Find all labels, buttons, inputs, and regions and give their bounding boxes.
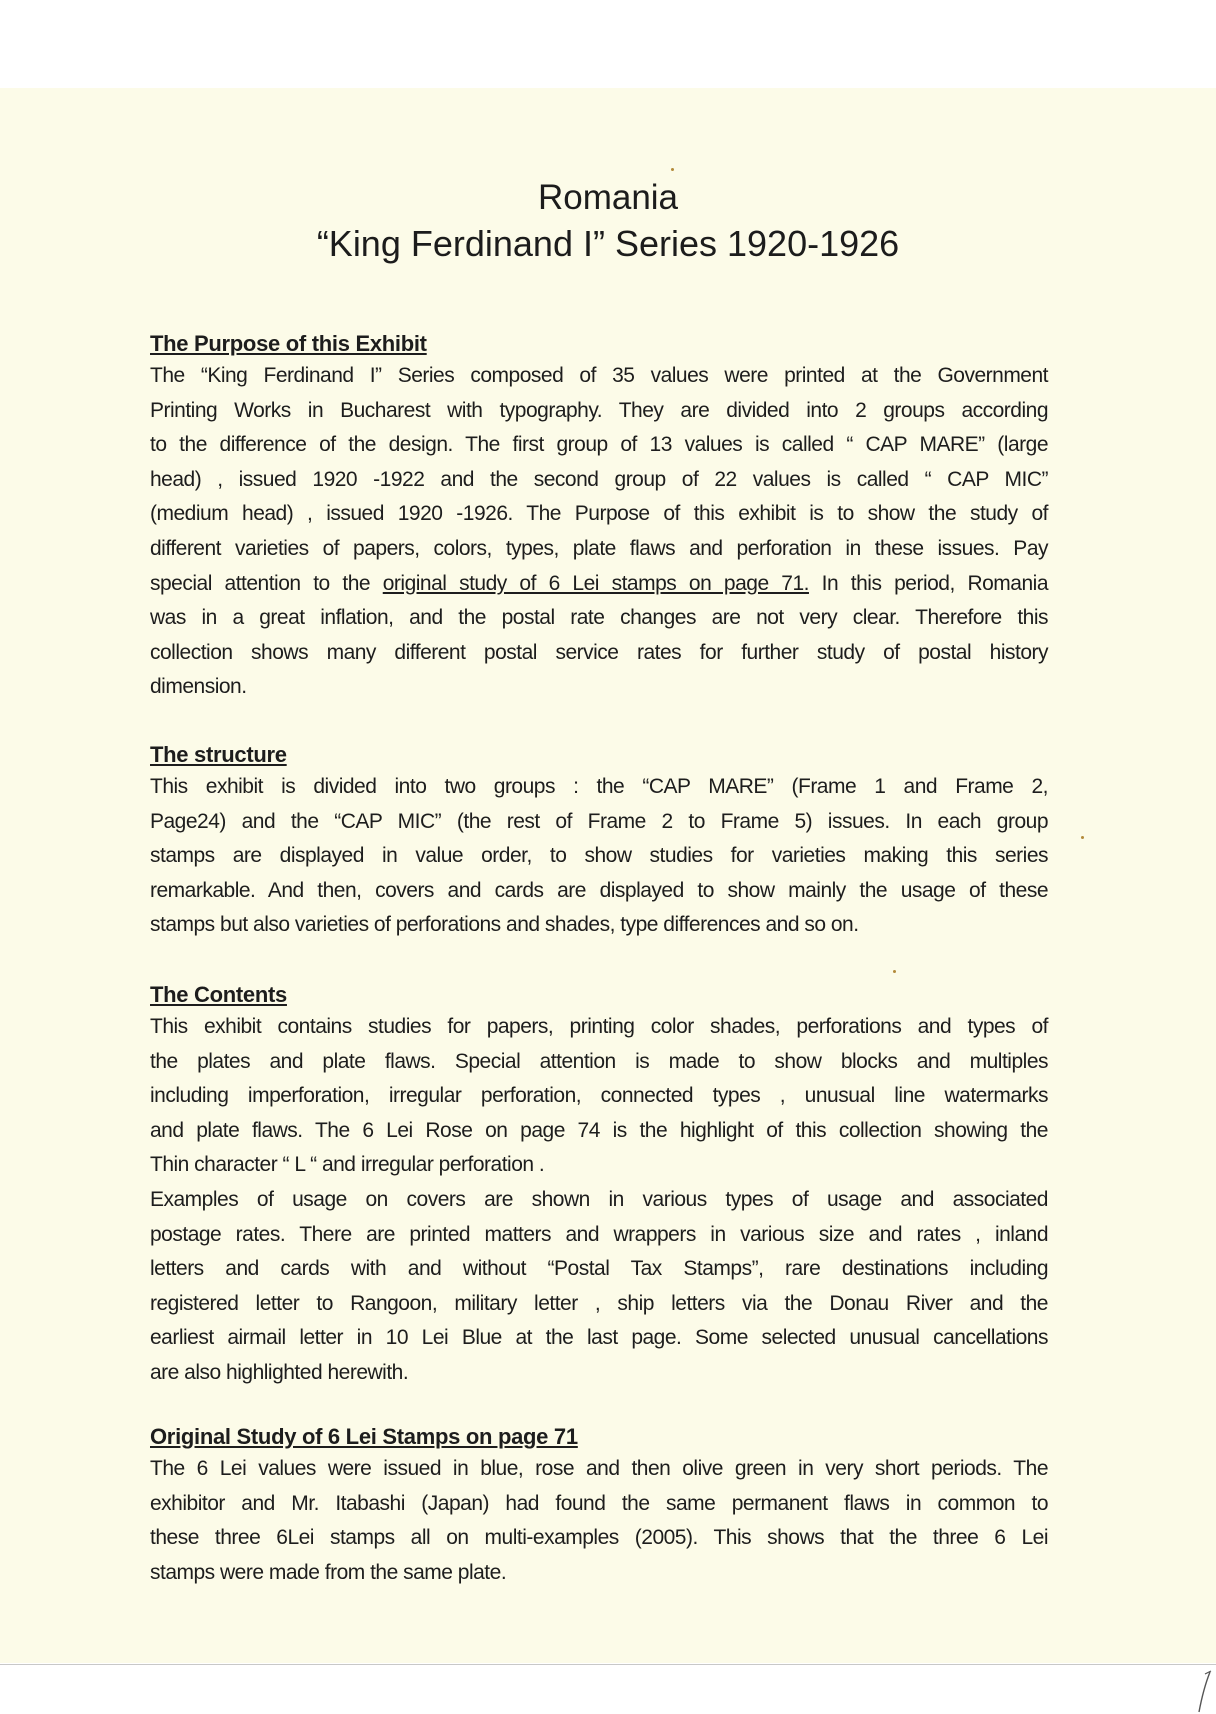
paragraph-line: dimension. [150, 675, 247, 699]
section-original-study [150, 1422, 1048, 1590]
page-title-series: “King Ferdinand I” Series 1920-1926 [316, 223, 900, 264]
paragraph-line: head) , issued 1920 -1922 and the second group of 22 values is called “ CAP MIC” [150, 467, 1048, 491]
paper-speck [893, 970, 896, 973]
paragraph-line: This exhibit contains studies for papers, printing color shades, perforations and types of [150, 1015, 1048, 1038]
paragraph-line: collection shows many different postal service rates for further study of postal history [150, 640, 1048, 664]
paragraph-line: stamps are displayed in value order, to show studies for varieties making this series [150, 844, 1048, 868]
page-bottom-edge [0, 1664, 1216, 1665]
section-contents [150, 980, 1048, 1391]
paragraph-line [150, 567, 1048, 602]
section-structure [150, 740, 1048, 943]
paragraph-line: Thin character “ L “ and irregular perforation . [150, 1153, 545, 1177]
paragraph-line: was in a great inflation, and the postal rate changes are not very clear. Therefore this [150, 606, 1048, 630]
pencil-mark-icon [1196, 1668, 1214, 1714]
page-title-country: Romania [537, 178, 679, 217]
paragraph-line: stamps but also varieties of perforations and shades, type differences and so on. [150, 913, 859, 937]
paragraph-line: (medium head) , issued 1920 -1926. The Purpose of this exhibit is to show the study of [150, 502, 1048, 526]
section-heading-purpose: The Purpose of this Exhibit [150, 331, 427, 356]
paragraph-fragment: special attention to the [150, 571, 371, 595]
paragraph-line: Page24) and the “CAP MIC” (the rest of Frame 2 to Frame 5) issues. In each group [150, 809, 1048, 833]
paragraph-line: postage rates. There are printed matters and wrappers in various size and rates , inland [150, 1222, 1048, 1246]
paragraph-line: letters and cards with and without “Postal Tax Stamps”, rare destinations including [150, 1257, 1048, 1281]
paragraph-line: exhibitor and Mr. Itabashi (Japan) had found the same permanent flaws in common to [150, 1491, 1048, 1515]
section-purpose [150, 329, 1048, 705]
paragraph-line: remarkable. And then, covers and cards are displayed to show mainly the usage of these [150, 878, 1048, 902]
paragraph-line: the plates and plate flaws. Special attention is made to show blocks and multiples [150, 1049, 1048, 1073]
section-heading-contents: The Contents [150, 982, 287, 1007]
paragraph-line: The “King Ferdinand I” Series composed of 35 values were printed at the Government [150, 364, 1048, 387]
paragraph-line: including imperforation, irregular perforation, connected types , unusual line watermarks [150, 1084, 1048, 1108]
paragraph-line: are also highlighted herewith. [150, 1360, 409, 1384]
paragraph-line: registered letter to Rangoon, military letter , ship letters via the Donau River and the [150, 1291, 1048, 1315]
paragraph-line: Printing Works in Bucharest with typography. They are divided into 2 groups according [150, 398, 1048, 422]
paragraph-line: to the difference of the design. The first group of 13 values is called “ CAP MARE” (large [150, 433, 1048, 457]
paragraph-line: these three 6Lei stamps all on multi-examples (2005). This shows that the three 6 Lei [150, 1526, 1048, 1550]
paragraph-line: earliest airmail letter in 10 Lei Blue at the last page. Some selected unusual cancellations [150, 1326, 1048, 1350]
paragraph-line: This exhibit is divided into two groups : the “CAP MARE” (Frame 1 and Frame 2, [150, 775, 1048, 798]
section-heading-original-study: Original Study of 6 Lei Stamps on page 71 [150, 1424, 578, 1449]
paragraph-line: and plate flaws. The 6 Lei Rose on page 74 is the highlight of this collection showing the [150, 1118, 1048, 1142]
paragraph-line: stamps were made from the same plate. [150, 1560, 507, 1584]
paragraph-line: Examples of usage on covers are shown in various types of usage and associated [150, 1187, 1048, 1211]
paragraph-line: The 6 Lei values were issued in blue, rose and then olive green in very short periods. The [150, 1457, 1048, 1480]
paper-speck [671, 168, 674, 171]
paragraph-line: different varieties of papers, colors, types, plate flaws and perforation in these issues. Pay [150, 536, 1048, 560]
paragraph-fragment: In this period, Romania [821, 571, 1049, 595]
paper-speck [1081, 836, 1084, 839]
original-study-reference: original study of 6 Lei stamps on page 71. [382, 571, 809, 595]
section-heading-structure: The structure [150, 742, 287, 767]
